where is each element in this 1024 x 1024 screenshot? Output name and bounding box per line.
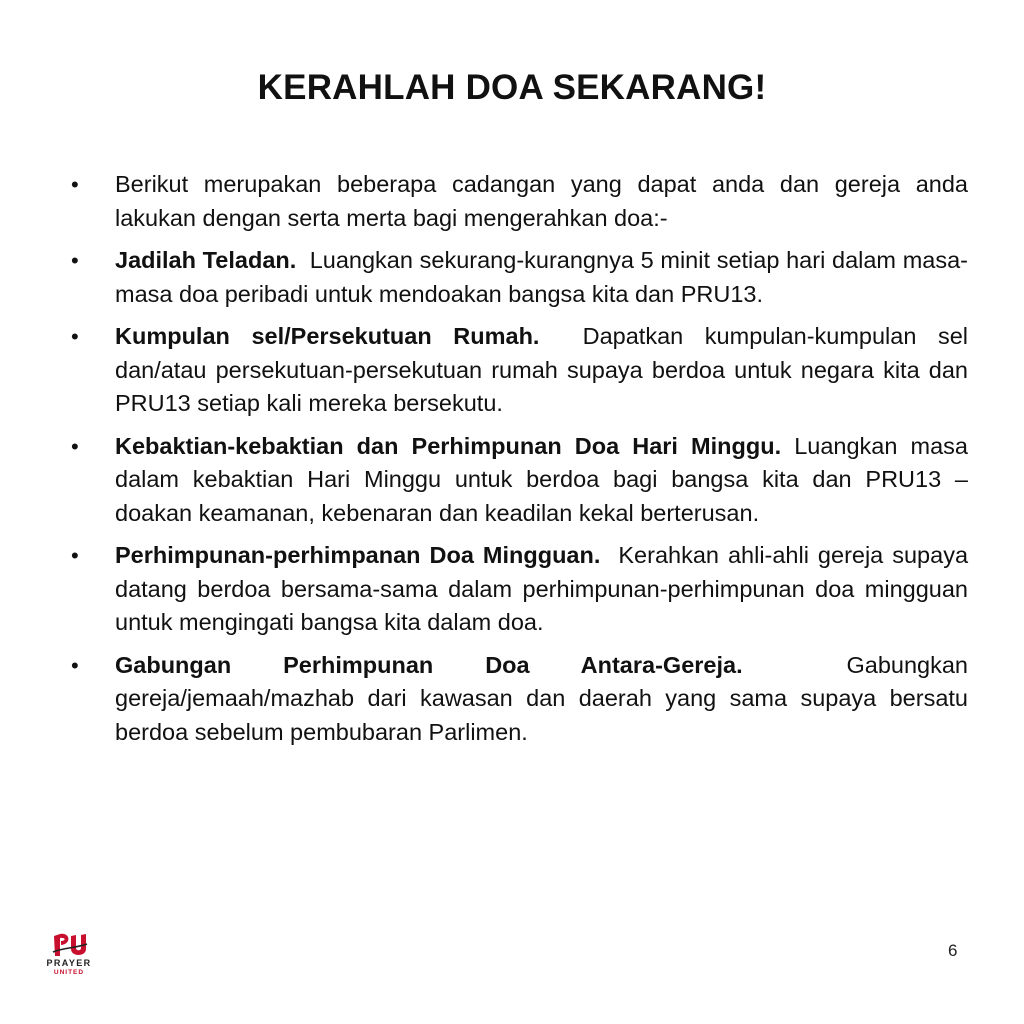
bullet-item-kumpulan-sel	[71, 320, 969, 421]
bullet-text: Luangkan masa dalam kebaktian Hari Minggu untuk berdoa bagi bangsa kita dan PRU13 – doakan keamanan, kebenaran dan keadilan kekal berterusan.	[115, 432, 968, 526]
page-title: KERAHLAH DOA SEKARANG!	[257, 68, 767, 107]
bullet-lead: Gabungan Perhimpunan Doa Antara-Gereja.	[115, 651, 743, 678]
bullet-text: Kerahkan ahli-ahli gereja supaya datang berdoa bersama-sama dalam perhimpunan-perhimpunan doa mingguan untuk mengingati bangsa kita dalam doa.	[115, 542, 969, 635]
bullet-dot-icon: •	[71, 172, 79, 197]
bullet-text: Luangkan sekurang-kurangnya 5 minit setiap hari dalam masa-masa doa peribadi untuk mendoakan bangsa kita dan PRU13.	[115, 247, 969, 307]
bullet-dot-icon: •	[71, 248, 79, 273]
bullet-dot-icon: •	[71, 543, 79, 568]
bullet-dot-icon: •	[71, 324, 79, 349]
bullet-item-jadilah-teladan	[71, 244, 969, 311]
bullet-item-doa-mingguan	[71, 539, 969, 640]
logo-text-prayer: PRAYER	[46, 958, 92, 968]
bullet-lead: Jadilah Teladan.	[115, 247, 297, 273]
bullet-item-antara-gereja	[71, 649, 968, 750]
bullet-text: Dapatkan kumpulan-kumpulan sel dan/atau persekutuan-persekutuan rumah supaya berdoa untuk negara kita dan PRU13 setiap kali mereka bersekutu.	[115, 323, 969, 416]
bullet-dot-icon: •	[71, 652, 79, 678]
bullet-lead: Kumpulan sel/Persekutuan Rumah.	[115, 323, 540, 349]
prayer-united-logo	[42, 932, 96, 980]
bullet-lead: Kebaktian-kebaktian dan Perhimpunan Doa Hari Minggu.	[115, 432, 782, 459]
bullet-item-kebaktian	[71, 430, 968, 531]
bullet-list	[0, 168, 1024, 758]
bullet-item-intro	[71, 168, 968, 235]
bullet-dot-icon: •	[71, 433, 79, 459]
pu-logo-icon	[52, 932, 88, 958]
bullet-text: Gabungkan gereja/jemaah/mazhab dari kawasan dan daerah yang sama supaya bersatu berdoa sebelum pembubaran Parlimen.	[115, 651, 968, 745]
page-number: 6	[948, 941, 958, 960]
bullet-text: Berikut merupakan beberapa cadangan yang dapat anda dan gereja anda lakukan dengan serta merta bagi mengerahkan doa:-	[115, 171, 968, 231]
logo-text-united: UNITED	[53, 969, 85, 976]
bullet-lead: Perhimpunan-perhimpanan Doa Mingguan.	[115, 542, 601, 568]
